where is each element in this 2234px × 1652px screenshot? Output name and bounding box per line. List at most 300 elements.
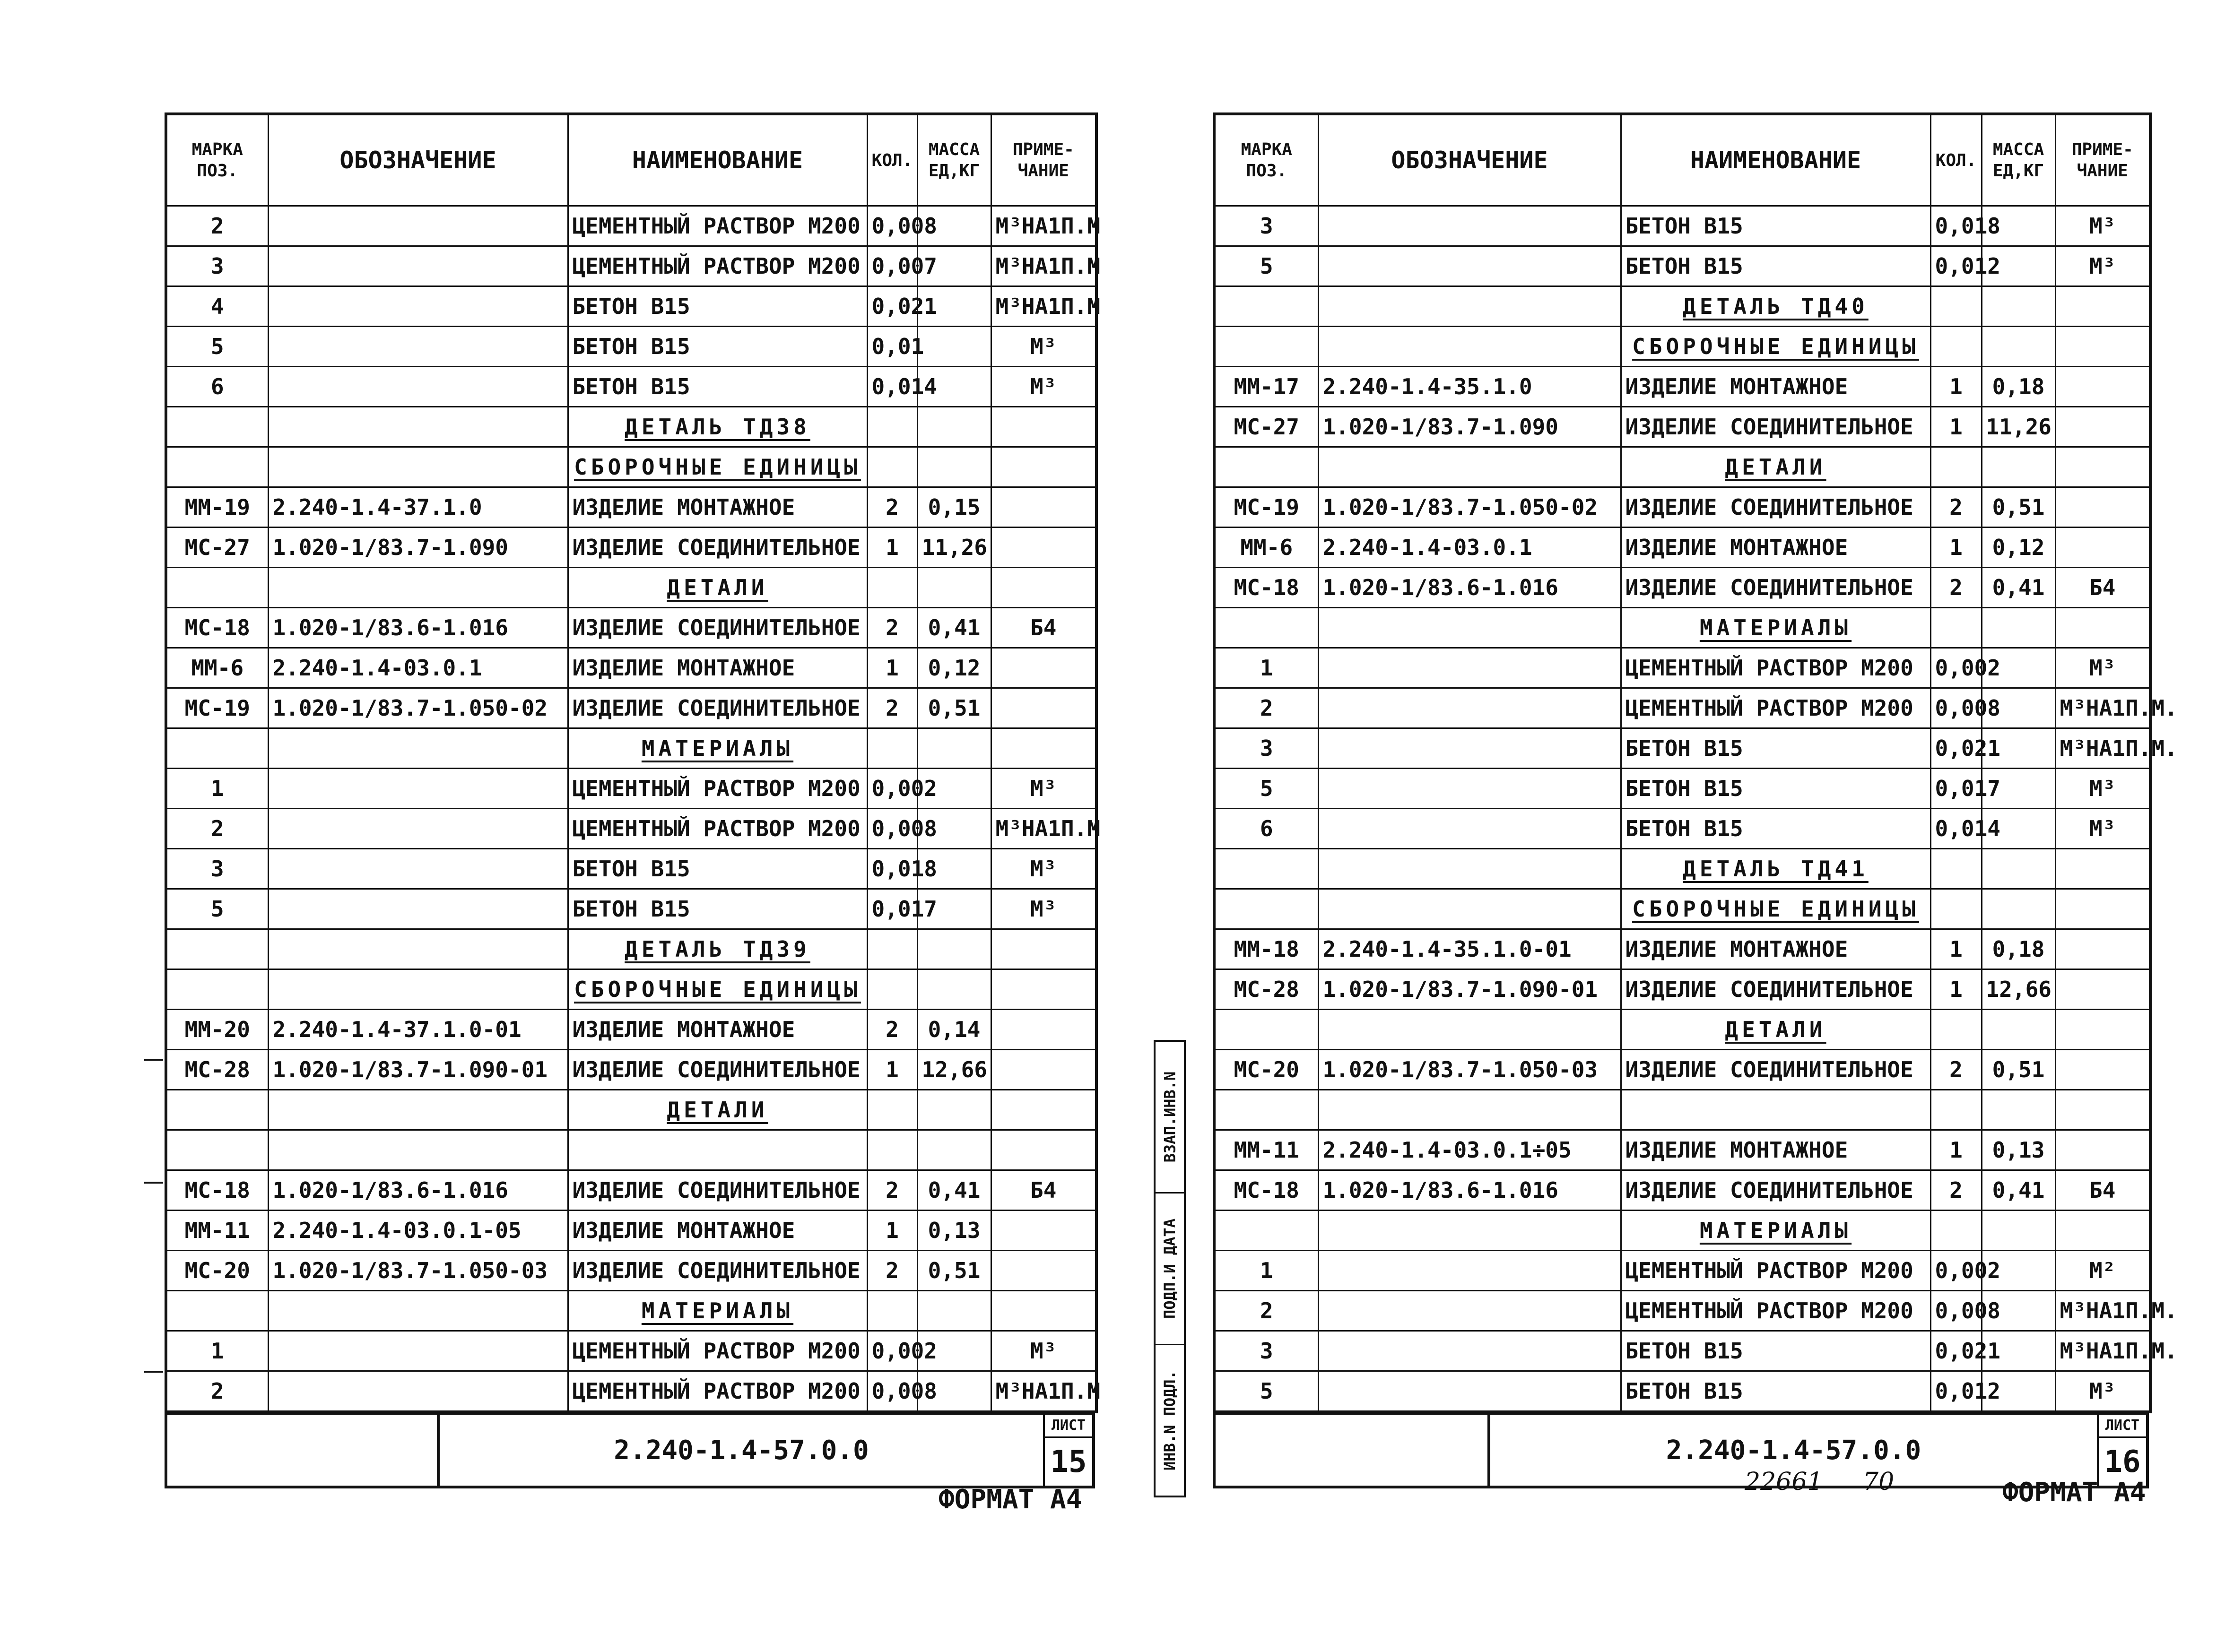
cell-mark: ММ-20: [166, 1010, 268, 1050]
cell-note: [2055, 528, 2150, 568]
cell-designation: [1318, 688, 1621, 728]
cell-mark: 6: [1214, 809, 1318, 849]
sheet-number-box: [2099, 1415, 2146, 1486]
table-row: [166, 367, 1096, 407]
cell-note: [991, 648, 1096, 688]
table-row: [1214, 728, 2150, 769]
empty-cell: [991, 1090, 1096, 1130]
cell-name: ИЗДЕЛИЕ МОНТАЖНОЕ: [1621, 1130, 1930, 1170]
cell-name: БЕТОН В15: [1621, 809, 1930, 849]
section-row: [1214, 1211, 2150, 1251]
cell-note: [2055, 487, 2150, 528]
section-title-text: ДЕТАЛЬ ТД39: [625, 936, 810, 962]
empty-cell: [2055, 849, 2150, 889]
section-title-text: ДЕТАЛИ: [1725, 1017, 1826, 1042]
empty-cell: [867, 929, 917, 969]
cell-mark: ММ-11: [166, 1211, 268, 1251]
cell-designation: 2.240-1.4-35.1.0: [1318, 367, 1621, 407]
cell-note: М³НА1П.М: [991, 286, 1096, 327]
cell-qty: 2: [867, 688, 917, 728]
cell-note: М³: [991, 1331, 1096, 1371]
cell-qty: 1: [1930, 969, 1982, 1010]
table-row: [166, 206, 1096, 246]
margin-tick: [144, 1182, 163, 1184]
empty-cell: [166, 568, 268, 608]
cell-designation: [1318, 728, 1621, 769]
cell-name: ЦЕМЕНТНЫЙ РАСТВОР М200: [568, 769, 867, 809]
empty-cell: [1930, 1010, 1982, 1050]
cell-mark: ММ-18: [1214, 929, 1318, 969]
empty-cell: [867, 969, 917, 1010]
cell-note: [991, 1010, 1096, 1050]
table-row: [1214, 769, 2150, 809]
cell-qty: 2: [1930, 487, 1982, 528]
cell-note: М³: [991, 769, 1096, 809]
cell-qty: 0,002: [867, 1331, 917, 1371]
empty-cell: [1318, 1010, 1621, 1050]
empty-cell: [166, 969, 268, 1010]
cell-designation: [1318, 648, 1621, 688]
empty-cell: [1930, 889, 1982, 929]
cell-qty: 1: [867, 1211, 917, 1251]
cell-name: БЕТОН В15: [568, 889, 867, 929]
cell-qty: 1: [1930, 929, 1982, 969]
sidebar-cell: [1156, 1042, 1184, 1194]
table-row: [166, 608, 1096, 648]
empty-cell: [1318, 447, 1621, 487]
section-title: [568, 568, 867, 608]
table-row: [1214, 809, 2150, 849]
empty-cell: [166, 407, 268, 447]
sheet-number: 15: [1050, 1444, 1087, 1479]
section-title-text: МАТЕРИАЛЫ: [641, 735, 794, 761]
cell-mark: 2: [166, 1371, 268, 1412]
empty-cell: [268, 568, 568, 608]
cell-qty: 0,002: [1930, 1251, 1982, 1291]
empty-cell: [268, 447, 568, 487]
approval-sidebar: [1154, 1040, 1186, 1497]
cell-name: ИЗДЕЛИЕ СОЕДИНИТЕЛЬНОЕ: [1621, 969, 1930, 1010]
cell-qty: 0,008: [867, 206, 917, 246]
cell-mass: 0,51: [1982, 487, 2055, 528]
cell-qty: 1: [867, 1050, 917, 1090]
header-row: [166, 114, 1096, 206]
header-name: НАИМЕНОВАНИЕ: [1621, 114, 1930, 206]
cell-name: ИЗДЕЛИЕ МОНТАЖНОЕ: [568, 648, 867, 688]
cell-mark: МС-28: [1214, 969, 1318, 1010]
header-mass: МАССА ЕД,КГ: [917, 114, 991, 206]
cell-designation: [1318, 206, 1621, 246]
cell-qty: 0,014: [1930, 809, 1982, 849]
cell-qty: 2: [1930, 568, 1982, 608]
cell-qty: 0,008: [1930, 1291, 1982, 1331]
cell-designation: 1.020-1/83.7-1.050-03: [268, 1251, 568, 1291]
cell-designation: 2.240-1.4-37.1.0: [268, 487, 568, 528]
section-title-text: ДЕТАЛИ: [667, 1097, 768, 1123]
empty-cell: [991, 728, 1096, 769]
header-mark: МАРКА ПОЗ.: [1214, 114, 1318, 206]
section-title-text: МАТЕРИАЛЫ: [1699, 615, 1852, 640]
cell-mass: 11,26: [917, 528, 991, 568]
empty-cell: [1982, 889, 2055, 929]
cell-designation: 1.020-1/83.7-1.050-02: [1318, 487, 1621, 528]
sheet-16: [1213, 112, 2178, 1488]
section-title: [568, 1291, 867, 1331]
cell-designation: 1.020-1/83.7-1.090-01: [1318, 969, 1621, 1010]
cell-mass: 0,51: [917, 1251, 991, 1291]
empty-cell: [867, 568, 917, 608]
empty-cell: [166, 1291, 268, 1331]
table-row: [166, 849, 1096, 889]
cell-mark: МС-18: [1214, 568, 1318, 608]
cell-qty: 0,008: [1930, 688, 1982, 728]
empty-cell: [2055, 608, 2150, 648]
empty-cell: [1982, 608, 2055, 648]
table-row: [1214, 1331, 2150, 1371]
cell-designation: [268, 889, 568, 929]
header-qty: КОЛ.: [867, 114, 917, 206]
section-title: [1621, 849, 1930, 889]
empty-cell: [917, 407, 991, 447]
table-row: [166, 246, 1096, 286]
section-title-text: ДЕТАЛИ: [667, 575, 768, 600]
empty-cell: [1214, 608, 1318, 648]
cell-designation: 1.020-1/83.6-1.016: [268, 608, 568, 648]
empty-cell: [1214, 1211, 1318, 1251]
cell-designation: [268, 206, 568, 246]
section-title: [1621, 608, 1930, 648]
cell-note: М²: [2055, 1251, 2150, 1291]
cell-note: [2055, 969, 2150, 1010]
cell-qty: 0,002: [1930, 648, 1982, 688]
cell-qty: 1: [867, 528, 917, 568]
cell-note: [2055, 1090, 2150, 1130]
cell-note: М³: [2055, 769, 2150, 809]
section-row: [1214, 608, 2150, 648]
cell-mark: 2: [166, 809, 268, 849]
cell-designation: [1318, 769, 1621, 809]
document-code: 2.240-1.4-57.0.0: [1490, 1415, 2099, 1486]
cell-name: ИЗДЕЛИЕ СОЕДИНИТЕЛЬНОЕ: [568, 1050, 867, 1090]
section-row: [166, 728, 1096, 769]
cell-note: М³НА1П.М: [991, 246, 1096, 286]
empty-cell: [917, 1090, 991, 1130]
cell-mark: ММ-6: [1214, 528, 1318, 568]
cell-mark: ММ-19: [166, 487, 268, 528]
cell-designation: 1.020-1/83.7-1.050-03: [1318, 1050, 1621, 1090]
cell-mass: [1982, 1090, 2055, 1130]
cell-designation: 1.020-1/83.7-1.050-02: [268, 688, 568, 728]
table-row: [166, 1130, 1096, 1170]
cell-name: БЕТОН В15: [1621, 728, 1930, 769]
cell-note: М³НА1П.М.: [2055, 1291, 2150, 1331]
cell-designation: [268, 769, 568, 809]
cell-name: ИЗДЕЛИЕ МОНТАЖНОЕ: [1621, 929, 1930, 969]
section-row: [1214, 849, 2150, 889]
empty-cell: [268, 929, 568, 969]
cell-qty: 0,012: [1930, 1371, 1982, 1412]
table-row: [166, 286, 1096, 327]
empty-cell: [867, 728, 917, 769]
empty-cell: [2055, 1010, 2150, 1050]
margin-tick: [144, 1059, 163, 1061]
section-title: [568, 407, 867, 447]
cell-note: [2055, 1130, 2150, 1170]
cell-qty: 2: [867, 1251, 917, 1291]
table-row: [1214, 1371, 2150, 1412]
cell-mark: 1: [166, 769, 268, 809]
table-row: [1214, 246, 2150, 286]
empty-cell: [1982, 849, 2055, 889]
table-row: [166, 889, 1096, 929]
empty-cell: [991, 929, 1096, 969]
cell-name: БЕТОН В15: [1621, 769, 1930, 809]
table-row: [166, 1371, 1096, 1412]
table-row: [1214, 929, 2150, 969]
empty-cell: [2055, 327, 2150, 367]
empty-cell: [1982, 1010, 2055, 1050]
cell-name: ЦЕМЕНТНЫЙ РАСТВОР М200: [1621, 688, 1930, 728]
empty-cell: [268, 969, 568, 1010]
cell-mark: 2: [166, 206, 268, 246]
cell-name: ЦЕМЕНТНЫЙ РАСТВОР М200: [568, 206, 867, 246]
cell-note: [991, 688, 1096, 728]
cell-mark: 3: [1214, 206, 1318, 246]
table-row: [166, 769, 1096, 809]
cell-qty: [1930, 1090, 1982, 1130]
cell-qty: 2: [1930, 1050, 1982, 1090]
cell-designation: [268, 1371, 568, 1412]
section-title-text: ДЕТАЛЬ ТД40: [1683, 294, 1869, 319]
table-row: [166, 528, 1096, 568]
cell-mark: 3: [166, 849, 268, 889]
table-row: [166, 809, 1096, 849]
cell-mass: 12,66: [1982, 969, 2055, 1010]
spec-body-16: [1214, 206, 2178, 1412]
cell-mass: 0,41: [917, 1170, 991, 1211]
cell-name: БЕТОН В15: [568, 849, 867, 889]
sidebar-cell: [1156, 1345, 1184, 1496]
cell-designation: [268, 849, 568, 889]
cell-note: [2055, 1050, 2150, 1090]
cell-mass: 0,14: [917, 1010, 991, 1050]
handwritten-number: 22661: [1745, 1468, 1823, 1496]
table-row: [1214, 206, 2150, 246]
section-title-text: МАТЕРИАЛЫ: [1699, 1218, 1852, 1243]
cell-designation: 2.240-1.4-03.0.1÷05: [1318, 1130, 1621, 1170]
table-row: [1214, 688, 2150, 728]
cell-note: М³: [991, 889, 1096, 929]
cell-name: ЦЕМЕНТНЫЙ РАСТВОР М200: [568, 246, 867, 286]
sheet-label: ЛИСТ: [2099, 1415, 2146, 1438]
empty-cell: [917, 929, 991, 969]
cell-name: ИЗДЕЛИЕ СОЕДИНИТЕЛЬНОЕ: [1621, 407, 1930, 447]
cell-name: ИЗДЕЛИЕ МОНТАЖНОЕ: [1621, 367, 1930, 407]
empty-cell: [867, 1090, 917, 1130]
cell-designation: [268, 367, 568, 407]
empty-cell: [1318, 849, 1621, 889]
cell-name: БЕТОН В15: [1621, 246, 1930, 286]
empty-cell: [2055, 286, 2150, 327]
section-title: [1621, 327, 1930, 367]
cell-designation: 1.020-1/83.7-1.090: [1318, 407, 1621, 447]
cell-mark: МС-20: [1214, 1050, 1318, 1090]
cell-designation: [1318, 1371, 1621, 1412]
handwritten-suffix: 70: [1863, 1468, 1895, 1496]
section-row: [166, 447, 1096, 487]
spec-body-15: [166, 206, 1101, 1412]
cell-name: ИЗДЕЛИЕ СОЕДИНИТЕЛЬНОЕ: [568, 1170, 867, 1211]
empty-cell: [917, 568, 991, 608]
cell-note: Б4: [991, 608, 1096, 648]
table-row: [1214, 1090, 2150, 1130]
cell-note: М³НА1П.М: [991, 206, 1096, 246]
cell-mass: 12,66: [917, 1050, 991, 1090]
empty-cell: [991, 568, 1096, 608]
header-qty: КОЛ.: [1930, 114, 1982, 206]
empty-cell: [268, 1291, 568, 1331]
format-label-16: ФОРМАТ А4: [2002, 1477, 2146, 1508]
empty-cell: [917, 1291, 991, 1331]
cell-mass: 0,41: [917, 608, 991, 648]
cell-note: М³НА1П.М.: [2055, 1331, 2150, 1371]
sidebar-label: ПОДП.И ДАТА: [1161, 1219, 1179, 1319]
table-row: [1214, 1251, 2150, 1291]
empty-cell: [166, 447, 268, 487]
cell-name: ИЗДЕЛИЕ СОЕДИНИТЕЛЬНОЕ: [1621, 568, 1930, 608]
table-row: [166, 648, 1096, 688]
cell-mark: [1214, 1090, 1318, 1130]
cell-qty: 1: [1930, 367, 1982, 407]
cell-mark: 5: [1214, 769, 1318, 809]
cell-note: [991, 1130, 1096, 1170]
empty-cell: [1930, 608, 1982, 648]
cell-mass: [917, 327, 991, 367]
table-row: [166, 688, 1096, 728]
cell-name: ИЗДЕЛИЕ СОЕДИНИТЕЛЬНОЕ: [568, 1251, 867, 1291]
cell-designation: 1.020-1/83.7-1.090-01: [268, 1050, 568, 1090]
empty-cell: [991, 1291, 1096, 1331]
cell-mass: 0,51: [1982, 1050, 2055, 1090]
section-row: [1214, 1010, 2150, 1050]
cell-name: [568, 1130, 867, 1170]
cell-qty: 0,008: [867, 809, 917, 849]
section-row: [166, 929, 1096, 969]
cell-mark: МС-20: [166, 1251, 268, 1291]
cell-designation: [1318, 1251, 1621, 1291]
section-row: [166, 568, 1096, 608]
cell-designation: 2.240-1.4-03.0.1-05: [268, 1211, 568, 1251]
empty-cell: [1318, 327, 1621, 367]
cell-note: [2055, 407, 2150, 447]
header-name: НАИМЕНОВАНИЕ: [568, 114, 867, 206]
cell-note: [991, 528, 1096, 568]
cell-name: БЕТОН В15: [1621, 1331, 1930, 1371]
header-mass: МАССА ЕД,КГ: [1982, 114, 2055, 206]
table-row: [1214, 487, 2150, 528]
cell-name: ЦЕМЕНТНЫЙ РАСТВОР М200: [1621, 648, 1930, 688]
cell-note: М³НА1П.М: [991, 1371, 1096, 1412]
cell-mark: 3: [1214, 1331, 1318, 1371]
cell-qty: 0,021: [867, 286, 917, 327]
cell-mark: 5: [166, 889, 268, 929]
cell-note: М³: [2055, 246, 2150, 286]
cell-mass: 0,13: [917, 1211, 991, 1251]
sheet-label: ЛИСТ: [1045, 1415, 1092, 1438]
table-row: [1214, 1130, 2150, 1170]
header-designation: ОБОЗНАЧЕНИЕ: [1318, 114, 1621, 206]
cell-designation: [268, 1331, 568, 1371]
cell-name: ИЗДЕЛИЕ МОНТАЖНОЕ: [568, 1010, 867, 1050]
cell-designation: 1.020-1/83.6-1.016: [1318, 1170, 1621, 1211]
sidebar-cell: [1156, 1194, 1184, 1345]
cell-designation: [268, 246, 568, 286]
cell-designation: 1.020-1/83.6-1.016: [268, 1170, 568, 1211]
section-title-text: ДЕТАЛИ: [1725, 454, 1826, 480]
cell-mark: МС-28: [166, 1050, 268, 1090]
sheet-15: [165, 112, 1101, 1488]
section-title: [568, 969, 867, 1010]
cell-designation: [268, 1130, 568, 1170]
cell-name: ИЗДЕЛИЕ СОЕДИНИТЕЛЬНОЕ: [1621, 487, 1930, 528]
cell-note: М³: [2055, 648, 2150, 688]
empty-cell: [2055, 1211, 2150, 1251]
empty-cell: [1214, 327, 1318, 367]
sheet-number: 16: [2104, 1444, 2141, 1479]
cell-qty: 0,018: [1930, 206, 1982, 246]
empty-cell: [917, 728, 991, 769]
table-row: [1214, 1291, 2150, 1331]
section-row: [1214, 286, 2150, 327]
cell-mark: МС-18: [1214, 1170, 1318, 1211]
cell-note: М³НА1П.М: [991, 809, 1096, 849]
cell-designation: [1318, 809, 1621, 849]
cell-designation: 2.240-1.4-03.0.1: [1318, 528, 1621, 568]
format-label-15: ФОРМАТ А4: [939, 1484, 1082, 1515]
table-row: [1214, 367, 2150, 407]
table-row: [166, 1331, 1096, 1371]
section-title: [568, 728, 867, 769]
empty-cell: [991, 407, 1096, 447]
cell-designation: [1318, 1090, 1621, 1130]
section-title: [1621, 447, 1930, 487]
cell-qty: 0,021: [1930, 728, 1982, 769]
empty-cell: [1930, 1211, 1982, 1251]
cell-qty: 0,007: [867, 246, 917, 286]
cell-name: ЦЕМЕНТНЫЙ РАСТВОР М200: [568, 1331, 867, 1371]
section-title-text: СБОРОЧНЫЕ ЕДИНИЦЫ: [574, 454, 861, 480]
cell-qty: 2: [867, 487, 917, 528]
cell-note: М³: [991, 327, 1096, 367]
title-block-blank: [1216, 1415, 1490, 1486]
section-title-text: СБОРОЧНЫЕ ЕДИНИЦЫ: [1632, 334, 1919, 359]
header-note: ПРИМЕ-ЧАНИЕ: [991, 114, 1096, 206]
header-designation: ОБОЗНАЧЕНИЕ: [268, 114, 568, 206]
cell-qty: 0,014: [867, 367, 917, 407]
cell-mass: 0,51: [917, 688, 991, 728]
cell-designation: 1.020-1/83.7-1.090: [268, 528, 568, 568]
section-row: [166, 1291, 1096, 1331]
empty-cell: [1930, 327, 1982, 367]
header-note: ПРИМЕ-ЧАНИЕ: [2055, 114, 2150, 206]
empty-cell: [1318, 1211, 1621, 1251]
sidebar-label: ВЗАП.ИНВ.N: [1161, 1071, 1179, 1163]
cell-mass: 0,18: [1982, 367, 2055, 407]
cell-mark: 3: [166, 246, 268, 286]
empty-cell: [1930, 447, 1982, 487]
cell-mass: [917, 1130, 991, 1170]
empty-cell: [1930, 286, 1982, 327]
